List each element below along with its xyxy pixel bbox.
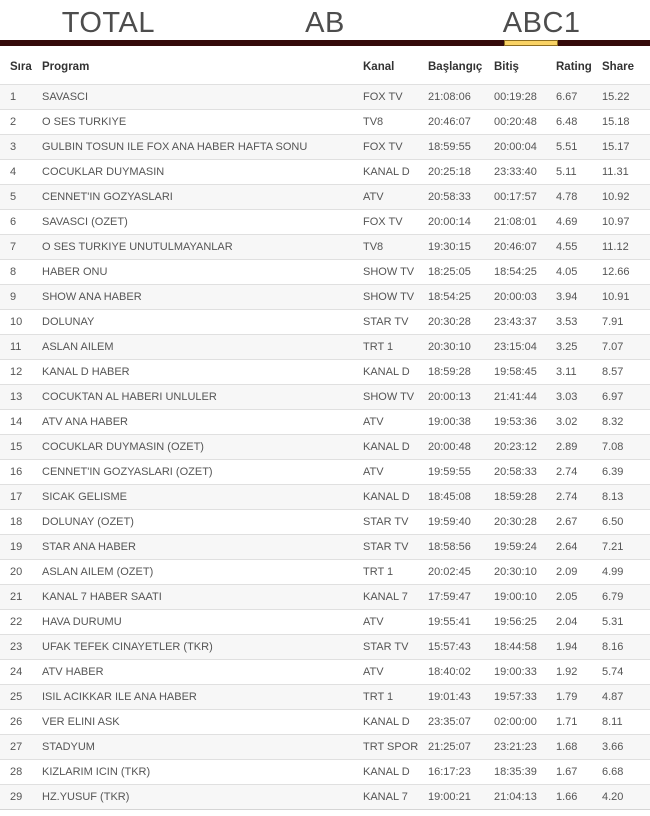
cell-kanal: STAR TV (363, 535, 428, 560)
cell-program: O SES TURKIYE UNUTULMAYANLAR (42, 235, 363, 260)
cell-program: UFAK TEFEK CINAYETLER (TKR) (42, 635, 363, 660)
cell-start: 21:25:07 (428, 735, 494, 760)
tab-ab[interactable]: AB (305, 7, 345, 39)
table-row (0, 485, 650, 510)
cell-start: 15:57:43 (428, 635, 494, 660)
cell-start: 19:30:15 (428, 235, 494, 260)
cell-rating: 3.53 (556, 310, 602, 335)
table-row (0, 560, 650, 585)
cell-kanal: SHOW TV (363, 285, 428, 310)
cell-start: 20:30:28 (428, 310, 494, 335)
cell-program: COCUKLAR DUYMASIN (42, 160, 363, 185)
cell-rank: 18 (0, 510, 42, 535)
column-header-rating: Rating (556, 46, 602, 85)
table-row (0, 635, 650, 660)
cell-end: 02:00:00 (494, 710, 556, 735)
cell-end: 00:19:28 (494, 85, 556, 110)
cell-share: 11.31 (602, 160, 650, 185)
cell-rank: 9 (0, 285, 42, 310)
cell-end: 23:33:40 (494, 160, 556, 185)
cell-end: 18:59:28 (494, 485, 556, 510)
cell-rating: 1.79 (556, 685, 602, 710)
cell-start: 18:54:25 (428, 285, 494, 310)
cell-rating: 3.94 (556, 285, 602, 310)
cell-program: CENNET'IN GOZYASLARI (OZET) (42, 460, 363, 485)
cell-program: KANAL D HABER (42, 360, 363, 385)
cell-rank: 3 (0, 135, 42, 160)
cell-kanal: KANAL D (363, 435, 428, 460)
cell-end: 19:53:36 (494, 410, 556, 435)
cell-program: STAR ANA HABER (42, 535, 363, 560)
cell-program: ISIL ACIKKAR ILE ANA HABER (42, 685, 363, 710)
cell-share: 5.74 (602, 660, 650, 685)
table-row (0, 685, 650, 710)
cell-rank: 6 (0, 210, 42, 235)
cell-rank: 1 (0, 85, 42, 110)
cell-rating: 5.51 (556, 135, 602, 160)
table-body (0, 85, 650, 810)
cell-end: 23:43:37 (494, 310, 556, 335)
cell-start: 18:45:08 (428, 485, 494, 510)
cell-rating: 1.71 (556, 710, 602, 735)
cell-program: COCUKTAN AL HABERI UNLULER (42, 385, 363, 410)
cell-rating: 4.55 (556, 235, 602, 260)
cell-share: 6.97 (602, 385, 650, 410)
cell-end: 21:08:01 (494, 210, 556, 235)
table-row (0, 410, 650, 435)
cell-end: 18:44:58 (494, 635, 556, 660)
cell-kanal: ATV (363, 185, 428, 210)
cell-end: 19:57:33 (494, 685, 556, 710)
cell-rating: 2.89 (556, 435, 602, 460)
column-header-program: Program (42, 46, 363, 85)
cell-start: 20:58:33 (428, 185, 494, 210)
cell-rating: 1.94 (556, 635, 602, 660)
cell-share: 7.91 (602, 310, 650, 335)
cell-start: 18:58:56 (428, 535, 494, 560)
cell-end: 20:00:03 (494, 285, 556, 310)
cell-rating: 1.92 (556, 660, 602, 685)
cell-start: 20:25:18 (428, 160, 494, 185)
cell-rating: 3.03 (556, 385, 602, 410)
cell-program: ATV HABER (42, 660, 363, 685)
cell-program: HAVA DURUMU (42, 610, 363, 635)
cell-start: 18:40:02 (428, 660, 494, 685)
cell-end: 20:46:07 (494, 235, 556, 260)
cell-share: 6.68 (602, 760, 650, 785)
cell-share: 15.17 (602, 135, 650, 160)
cell-program: HABER ONU (42, 260, 363, 285)
cell-rank: 23 (0, 635, 42, 660)
cell-share: 7.21 (602, 535, 650, 560)
cell-share: 6.39 (602, 460, 650, 485)
cell-program: KANAL 7 HABER SAATI (42, 585, 363, 610)
table-row (0, 385, 650, 410)
cell-start: 16:17:23 (428, 760, 494, 785)
cell-program: SAVASCI (OZET) (42, 210, 363, 235)
cell-rank: 13 (0, 385, 42, 410)
table-row (0, 185, 650, 210)
cell-share: 6.50 (602, 510, 650, 535)
cell-end: 19:56:25 (494, 610, 556, 635)
cell-program: STADYUM (42, 735, 363, 760)
cell-kanal: SHOW TV (363, 260, 428, 285)
column-header-bitis: Bitiş (494, 46, 556, 85)
cell-rating: 2.67 (556, 510, 602, 535)
cell-share: 4.87 (602, 685, 650, 710)
cell-end: 20:00:04 (494, 135, 556, 160)
cell-kanal: KANAL D (363, 360, 428, 385)
cell-kanal: FOX TV (363, 210, 428, 235)
table-row (0, 360, 650, 385)
cell-kanal: KANAL 7 (363, 785, 428, 810)
tab-bar (0, 0, 650, 40)
cell-start: 20:02:45 (428, 560, 494, 585)
cell-start: 20:30:10 (428, 335, 494, 360)
cell-start: 20:46:07 (428, 110, 494, 135)
cell-rank: 22 (0, 610, 42, 635)
cell-end: 20:30:10 (494, 560, 556, 585)
ratings-table (0, 46, 650, 810)
cell-start: 17:59:47 (428, 585, 494, 610)
cell-rank: 12 (0, 360, 42, 385)
cell-rating: 1.68 (556, 735, 602, 760)
cell-program: SICAK GELISME (42, 485, 363, 510)
cell-start: 19:01:43 (428, 685, 494, 710)
cell-program: KIZLARIM ICIN (TKR) (42, 760, 363, 785)
cell-rating: 3.11 (556, 360, 602, 385)
cell-share: 10.92 (602, 185, 650, 210)
cell-rank: 8 (0, 260, 42, 285)
table-row (0, 260, 650, 285)
cell-kanal: FOX TV (363, 85, 428, 110)
cell-end: 19:00:10 (494, 585, 556, 610)
table-row (0, 110, 650, 135)
table-row (0, 585, 650, 610)
cell-rating: 2.09 (556, 560, 602, 585)
cell-rating: 2.04 (556, 610, 602, 635)
cell-start: 18:59:55 (428, 135, 494, 160)
column-header-kanal: Kanal (363, 46, 428, 85)
cell-kanal: ATV (363, 460, 428, 485)
cell-rank: 28 (0, 760, 42, 785)
cell-end: 23:21:23 (494, 735, 556, 760)
table-row (0, 310, 650, 335)
cell-share: 8.16 (602, 635, 650, 660)
cell-rating: 1.66 (556, 785, 602, 810)
table-row (0, 460, 650, 485)
cell-share: 7.07 (602, 335, 650, 360)
cell-kanal: FOX TV (363, 135, 428, 160)
table-row (0, 710, 650, 735)
cell-share: 5.31 (602, 610, 650, 635)
table-row (0, 435, 650, 460)
table-header (0, 46, 650, 85)
cell-rating: 3.02 (556, 410, 602, 435)
cell-program: DOLUNAY (OZET) (42, 510, 363, 535)
cell-rating: 5.11 (556, 160, 602, 185)
column-header-sira: Sıra (0, 46, 42, 85)
cell-program: DOLUNAY (42, 310, 363, 335)
tab-underline (0, 40, 650, 46)
cell-end: 00:17:57 (494, 185, 556, 210)
cell-end: 00:20:48 (494, 110, 556, 135)
tab-total[interactable]: TOTAL (61, 7, 155, 39)
cell-program: COCUKLAR DUYMASIN (OZET) (42, 435, 363, 460)
cell-share: 10.91 (602, 285, 650, 310)
cell-start: 20:00:14 (428, 210, 494, 235)
table-row (0, 160, 650, 185)
cell-kanal: ATV (363, 660, 428, 685)
cell-share: 10.97 (602, 210, 650, 235)
cell-start: 19:55:41 (428, 610, 494, 635)
cell-kanal: KANAL 7 (363, 585, 428, 610)
cell-rank: 11 (0, 335, 42, 360)
cell-rank: 20 (0, 560, 42, 585)
cell-start: 19:59:40 (428, 510, 494, 535)
cell-program: HZ.YUSUF (TKR) (42, 785, 363, 810)
table-row (0, 285, 650, 310)
cell-rank: 24 (0, 660, 42, 685)
cell-kanal: KANAL D (363, 485, 428, 510)
cell-rating: 6.67 (556, 85, 602, 110)
cell-start: 18:25:05 (428, 260, 494, 285)
cell-end: 19:00:33 (494, 660, 556, 685)
table-row (0, 610, 650, 635)
cell-rank: 27 (0, 735, 42, 760)
cell-rank: 16 (0, 460, 42, 485)
tab-abc1[interactable]: ABC1 (502, 7, 581, 39)
cell-end: 19:59:24 (494, 535, 556, 560)
cell-rank: 15 (0, 435, 42, 460)
cell-kanal: TRT 1 (363, 560, 428, 585)
cell-kanal: KANAL D (363, 760, 428, 785)
cell-program: O SES TURKIYE (42, 110, 363, 135)
cell-share: 4.20 (602, 785, 650, 810)
cell-share: 3.66 (602, 735, 650, 760)
cell-kanal: TV8 (363, 110, 428, 135)
active-tab-indicator (504, 40, 558, 46)
cell-share: 15.18 (602, 110, 650, 135)
cell-rank: 21 (0, 585, 42, 610)
cell-program: SHOW ANA HABER (42, 285, 363, 310)
cell-end: 20:23:12 (494, 435, 556, 460)
cell-end: 20:58:33 (494, 460, 556, 485)
cell-end: 18:35:39 (494, 760, 556, 785)
cell-rank: 14 (0, 410, 42, 435)
cell-start: 20:00:48 (428, 435, 494, 460)
cell-rank: 4 (0, 160, 42, 185)
cell-rating: 4.69 (556, 210, 602, 235)
cell-share: 8.32 (602, 410, 650, 435)
cell-rank: 17 (0, 485, 42, 510)
cell-kanal: ATV (363, 410, 428, 435)
cell-kanal: STAR TV (363, 635, 428, 660)
table-row (0, 85, 650, 110)
cell-end: 18:54:25 (494, 260, 556, 285)
cell-rank: 25 (0, 685, 42, 710)
table-row (0, 735, 650, 760)
cell-share: 4.99 (602, 560, 650, 585)
cell-rank: 19 (0, 535, 42, 560)
cell-start: 18:59:28 (428, 360, 494, 385)
cell-share: 12.66 (602, 260, 650, 285)
table-row (0, 210, 650, 235)
cell-program: ATV ANA HABER (42, 410, 363, 435)
cell-share: 11.12 (602, 235, 650, 260)
cell-kanal: SHOW TV (363, 385, 428, 410)
cell-kanal: TV8 (363, 235, 428, 260)
cell-kanal: TRT 1 (363, 685, 428, 710)
column-header-baslangic: Başlangıç (428, 46, 494, 85)
cell-kanal: STAR TV (363, 310, 428, 335)
cell-kanal: ATV (363, 610, 428, 635)
cell-kanal: TRT 1 (363, 335, 428, 360)
cell-share: 8.57 (602, 360, 650, 385)
cell-kanal: KANAL D (363, 160, 428, 185)
cell-program: SAVASCI (42, 85, 363, 110)
cell-program: ASLAN AILEM (OZET) (42, 560, 363, 585)
table-row (0, 235, 650, 260)
cell-end: 23:15:04 (494, 335, 556, 360)
cell-rating: 2.64 (556, 535, 602, 560)
cell-start: 19:00:38 (428, 410, 494, 435)
cell-start: 19:00:21 (428, 785, 494, 810)
cell-rank: 2 (0, 110, 42, 135)
cell-start: 21:08:06 (428, 85, 494, 110)
cell-rating: 4.78 (556, 185, 602, 210)
cell-end: 21:41:44 (494, 385, 556, 410)
cell-rank: 5 (0, 185, 42, 210)
cell-program: GULBIN TOSUN ILE FOX ANA HABER HAFTA SONU (42, 135, 363, 160)
cell-rating: 2.74 (556, 485, 602, 510)
cell-program: ASLAN AILEM (42, 335, 363, 360)
cell-rank: 26 (0, 710, 42, 735)
table-row (0, 135, 650, 160)
cell-kanal: TRT SPOR (363, 735, 428, 760)
cell-start: 23:35:07 (428, 710, 494, 735)
cell-start: 19:59:55 (428, 460, 494, 485)
table-row (0, 510, 650, 535)
cell-rating: 6.48 (556, 110, 602, 135)
table-row (0, 335, 650, 360)
cell-end: 21:04:13 (494, 785, 556, 810)
cell-rank: 7 (0, 235, 42, 260)
cell-rating: 2.74 (556, 460, 602, 485)
cell-share: 8.11 (602, 710, 650, 735)
cell-share: 15.22 (602, 85, 650, 110)
cell-kanal: STAR TV (363, 510, 428, 535)
table-row (0, 760, 650, 785)
cell-program: CENNET'IN GOZYASLARI (42, 185, 363, 210)
cell-end: 19:58:45 (494, 360, 556, 385)
cell-rating: 1.67 (556, 760, 602, 785)
cell-rank: 10 (0, 310, 42, 335)
table-row (0, 785, 650, 810)
cell-rank: 29 (0, 785, 42, 810)
cell-share: 8.13 (602, 485, 650, 510)
cell-share: 6.79 (602, 585, 650, 610)
cell-kanal: KANAL D (363, 710, 428, 735)
cell-rating: 3.25 (556, 335, 602, 360)
table-row (0, 535, 650, 560)
cell-rating: 4.05 (556, 260, 602, 285)
column-header-share: Share (602, 46, 650, 85)
cell-program: VER ELINI ASK (42, 710, 363, 735)
cell-end: 20:30:28 (494, 510, 556, 535)
table-row (0, 660, 650, 685)
cell-rating: 2.05 (556, 585, 602, 610)
cell-start: 20:00:13 (428, 385, 494, 410)
cell-share: 7.08 (602, 435, 650, 460)
